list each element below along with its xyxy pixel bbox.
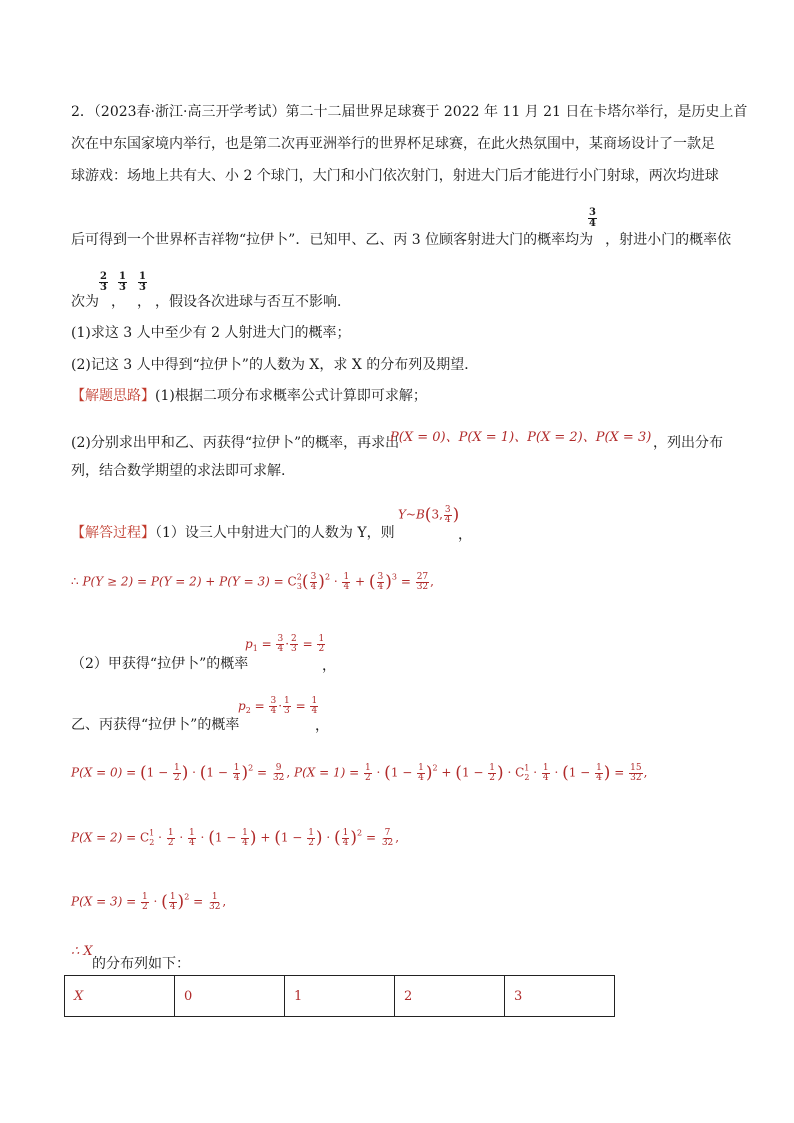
fraction-big-goal: 3 4	[589, 207, 596, 229]
formula-p-y-ge-2: ∴ $P(Y \ge 2) = P(Y = 2) + P(Y = 3) = C^2_3$( $\frac{3}{4}$ )$^2$ · $\frac{1}{4}$ + ( $\frac{3}{4}$ )$^3$ = $\frac{27}{32}$ ,	[71, 571, 434, 592]
idea-line-3: 列，结合数学期望的求法即可求解.	[71, 463, 286, 479]
distribution-symbol: ∴ X	[71, 944, 93, 959]
problem-line-1	[71, 103, 747, 121]
fraction-small-3: 1 3	[139, 271, 146, 293]
table-cell: X	[65, 976, 175, 1017]
comma-2: ，	[322, 658, 336, 674]
formula-p1: $p_1$ = $\frac{3}{4}$ · $\frac{2}{3}$ = $\frac{1}{2}$	[245, 634, 325, 654]
formula-px0-px1: P(X = 0) = (1 − $\frac{1}{2}$ ) · (1 − $\frac{1}{4}$ )$^2$ = $\frac{9}{32}$ , P(X = 1) = $\frac{1}{2}$ · (1 − $\frac{1}{4}$ )$^2$ + (1 − $\frac{1}{2}$ ) · $C^1_2$ · $\frac{1}{4}$ · (1 − $\frac{1}{4}$ ) = $\frac{15}{32}$ ,	[71, 762, 648, 783]
formula-px3: P(X = 3) = $\frac{1}{2}$ · ( $\frac{1}{4}$ )$^2$ = $\frac{1}{32}$ ,	[71, 891, 227, 912]
process-tag: 【解答过程】	[71, 525, 155, 541]
process-line-2: （2）甲获得“拉伊卜”的概率	[71, 656, 249, 672]
idea-line-1: 【解题思路】(1)根据二项分布求概率公式计算即可求解；	[71, 388, 427, 404]
idea-line-2: (2)分别求出甲和乙、丙获得“拉伊卜”的概率，再求出	[71, 435, 400, 451]
table-row	[65, 976, 615, 1017]
comma-3: ，	[315, 718, 329, 734]
idea-probability-list: P(X = 0)、P(X = 1)、P(X = 2)、P(X = 3)	[390, 430, 652, 445]
table-cell: 3	[505, 976, 615, 1017]
formula-px2: $P(X = 2) = C^1_2$ · $\frac{1}{2}$ · $\frac{1}{4}$ · (1 − $\frac{1}{4}$ ) + (1 − $\frac{1}{2}$ ) · ( $\frac{1}{4}$ )$^2$ = $\frac{7}{32}$ ,	[71, 827, 400, 848]
problem-line-3: 球游戏：场地上共有大、小 2 个球门，大门和小门依次射门，射进大门后才能进行小门射球，两次均进球	[71, 168, 719, 184]
process-line-1: 【解答过程】（1）设三人中射进大门的人数为 Y，则	[71, 525, 395, 541]
problem-line-5: 次为 ， ， ，假设各次进球与否互不影响．	[71, 294, 351, 310]
question-1: (1)求这 3 人中至少有 2 人射进大门的概率；	[71, 325, 351, 341]
question-2: (2)记这 3 人中得到“拉伊卜”的人数为 X，求 X 的分布列及期望．	[71, 357, 479, 373]
idea-line-2b: ，列出分布	[653, 435, 723, 451]
problem-line-4: 后可得到一个世界杯吉祥物“拉伊卜”．已知甲、乙、丙 3 位顾客射进大门的概率均为 ，射进小门的概率依	[71, 232, 732, 248]
formula-y-binomial: Y~B(3, $\frac{3}{4}$ )	[398, 504, 460, 525]
table-cell: 2	[395, 976, 505, 1017]
fraction-small-1: 2 3	[100, 271, 107, 293]
problem-number: 2．	[71, 104, 94, 120]
table-cell: 0	[175, 976, 285, 1017]
problem-source: （2023春·浙江·高三开学考试）	[93, 104, 286, 120]
distribution-intro: 的分布列如下：	[92, 956, 190, 972]
distribution-table	[64, 975, 615, 1017]
problem-text-1: 第二十二届世界足球赛于 2022 年 11 月 21 日在卡塔尔举行，是历史上首	[285, 104, 748, 120]
idea-tag: 【解题思路】	[71, 388, 155, 404]
formula-p2: $p_2$ = $\frac{3}{4}$ · $\frac{1}{3}$ = $\frac{1}{4}$	[238, 696, 318, 716]
comma-1: ，	[458, 527, 472, 543]
table-cell: 1	[285, 976, 395, 1017]
process-line-3: 乙、丙获得“拉伊卜”的概率	[71, 717, 240, 733]
fraction-small-2: 1 3	[119, 271, 126, 293]
problem-line-2: 次在中东国家境内举行，也是第二次再亚洲举行的世界杯足球赛，在此火热氛围中，某商场设计了一款足	[71, 136, 715, 152]
